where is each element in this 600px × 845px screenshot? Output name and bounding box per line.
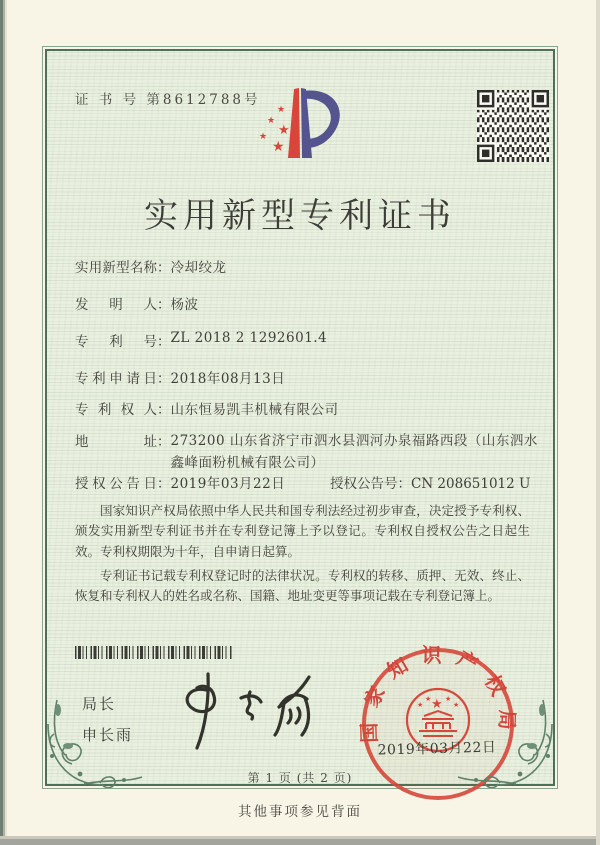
field-value: 冷却绞龙	[170, 260, 227, 276]
field-label: 授权公告日	[75, 476, 157, 492]
svg-text:★: ★	[272, 139, 285, 155]
svg-text:★: ★	[277, 105, 286, 115]
issuer-name: 申长雨	[82, 726, 134, 744]
scan-edge-left	[0, 0, 7, 845]
field-row-filing-date	[75, 367, 285, 387]
field-colon: ：	[157, 434, 171, 450]
field-value: 山东恒易凯丰机械有限公司	[170, 402, 339, 418]
issuer-title: 局长	[82, 695, 117, 713]
field-row-inventor	[75, 293, 199, 313]
field-row-patent-number	[75, 330, 327, 350]
field-label: 地址	[75, 434, 157, 450]
seal-org-text: 国家知识产权局	[356, 643, 520, 744]
field-colon: ：	[157, 371, 171, 387]
svg-text:★: ★	[431, 697, 443, 712]
certificate-number: 证 书 号 第8612788号	[75, 92, 261, 108]
field-colon: ：	[157, 334, 171, 350]
field-value: ZL 2018 2 1292601.4	[170, 330, 328, 346]
field-label: 专利申请日	[75, 371, 157, 387]
field-colon: ：	[397, 476, 411, 492]
grant-number-value: CN 208651012 U	[411, 476, 531, 492]
barcode-icon	[75, 646, 233, 659]
field-row-patentee	[75, 398, 339, 418]
director-signature-icon	[168, 668, 338, 753]
page-number: 第 1 页 (共 2 页)	[247, 771, 353, 785]
svg-text:★: ★	[278, 123, 290, 138]
grant-number-pair	[330, 472, 530, 492]
field-label: 专利权人	[75, 402, 157, 418]
svg-text:★: ★	[417, 701, 424, 709]
scan-edge-right	[596, 0, 600, 845]
svg-text:★: ★	[259, 132, 268, 142]
grant-date-value: 2019年03月22日	[170, 476, 286, 492]
svg-text:★: ★	[453, 701, 460, 709]
legal-paragraph-1: 国家知识产权局依照中华人民共和国专利法经过初步审查，决定授予专利权、颁发实用新型专利证书并在专利登记簿上予以登记。专利权自授权公告之日起生效。专利权期限为十年，自申请日起算。	[75, 503, 530, 559]
field-colon: ：	[157, 476, 171, 492]
field-value: 杨波	[170, 297, 199, 313]
svg-text:★: ★	[425, 695, 432, 703]
legal-text-block	[75, 501, 530, 610]
field-colon: ：	[157, 260, 171, 276]
field-colon: ：	[157, 402, 171, 418]
back-side-note: 其他事项参见背面	[238, 804, 362, 820]
field-row-utility-model-name	[75, 256, 227, 276]
field-value: 273200 山东省济宁市泗水县泗河办泉福路西段（山东泗水鑫峰面粉机械有限公司）	[170, 433, 538, 472]
field-row-grant	[75, 472, 530, 492]
field-row-address	[75, 430, 543, 475]
scan-edge-bottom	[0, 836, 600, 845]
cnipa-logo-icon	[253, 84, 345, 168]
svg-text:★: ★	[267, 116, 276, 126]
seal-date: 2019年03月22日	[377, 739, 497, 759]
field-label: 实用新型名称	[75, 260, 157, 276]
certificate-title: 实用新型专利证书	[144, 196, 456, 236]
field-label: 发明人	[75, 297, 157, 313]
legal-paragraph-2: 专利证书记载专利权登记时的法律状况。专利权的转移、质押、无效、终止、恢复和专利权人的姓名或名称、国籍、地址变更等事项记载在专利登记簿上。	[75, 567, 530, 603]
field-colon: ：	[157, 297, 171, 313]
svg-text:★: ★	[445, 695, 452, 703]
field-label: 专利号	[75, 334, 157, 350]
qr-code-icon	[477, 90, 549, 162]
field-label: 授权公告号	[330, 476, 398, 492]
field-value: 2018年08月13日	[170, 371, 286, 387]
